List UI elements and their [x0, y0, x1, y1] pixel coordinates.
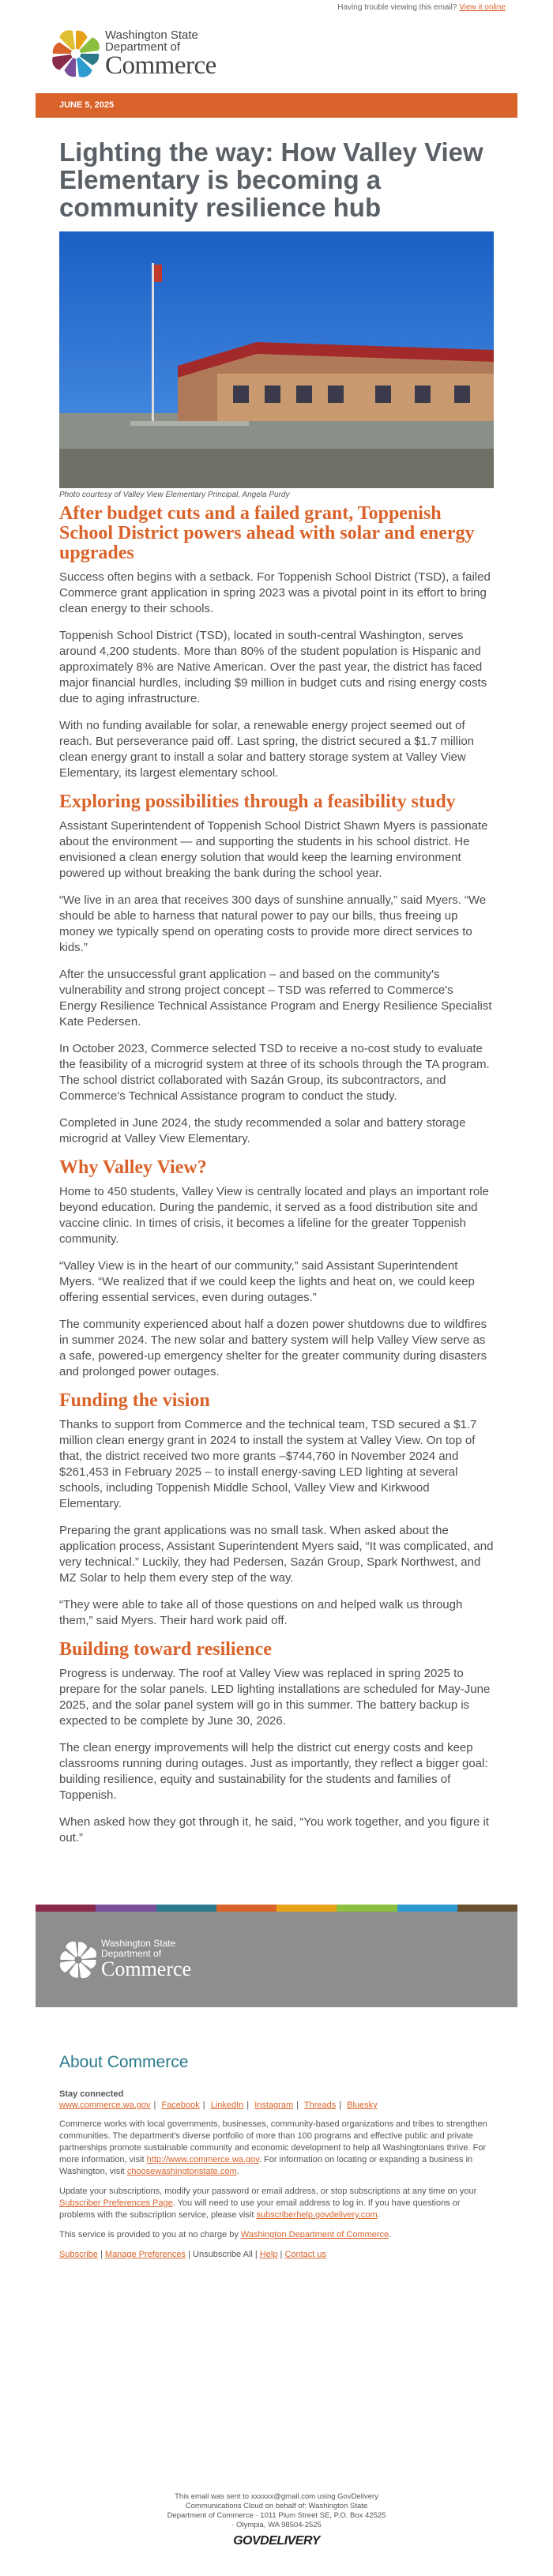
- paragraph: The clean energy improvements will help the district cut energy costs and keep classrooms running during outages. Just as importantly, they reflect a bigger goal: building resilience, equity and sustainability for the students and families of Toppenish.: [59, 1741, 488, 1802]
- paragraph: “Valley View is in the heart of our community,” said Assistant Superintendent Myers. “We realized that if we could keep the lights and heat on, we could keep offering essential services, even during outages.”: [59, 1259, 475, 1304]
- provided-by-text: This service is provided to you at no charge by: [59, 2230, 239, 2239]
- logo-line-1: Washington State: [105, 28, 198, 42]
- about-text-2: . For information on locating or expanding a business in Washington, visit: [59, 2155, 473, 2176]
- govdelivery-logo[interactable]: GOVDELIVERY: [233, 2534, 320, 2548]
- stripe-segment: [156, 1905, 216, 1912]
- footer-logo-band: [36, 1912, 517, 2007]
- stripe-segment: [337, 1905, 397, 1912]
- subscribe-link[interactable]: Subscribe: [59, 2250, 98, 2259]
- stripe-segment: [457, 1905, 517, 1912]
- section-1: [59, 504, 494, 781]
- sent-info: [0, 2492, 553, 2546]
- about-title: About Commerce: [59, 2053, 189, 2071]
- stripe-segment: [36, 1905, 96, 1912]
- school-photo: [59, 231, 494, 488]
- paragraph: When asked how they got through it, he said, “You work together, and you figure it out.”: [59, 1815, 489, 1845]
- sent-text: This email was sent to xxxxxx@gmail.com using GovDelivery Communications Cloud on behalf of: Washington State Department of Commerce · 1011 Plum Street SE, P.O. Box 42525 · Olympia, WA 98504-2525: [167, 2492, 386, 2529]
- section-heading: Funding the vision: [59, 1390, 210, 1411]
- contact-us-link[interactable]: Contact us: [284, 2250, 327, 2259]
- commerce-site-link[interactable]: http://www.commerce.wa.gov: [146, 2155, 259, 2164]
- stripe-segment: [397, 1905, 457, 1912]
- section-heading: Exploring possibilities through a feasibility study: [59, 792, 456, 812]
- bottom-links: Subscribe | Manage Preferences | Unsubscribe All | Help | Contact us: [59, 2250, 327, 2259]
- paragraph: Thanks to support from Commerce and the technical team, TSD secured a $1.7 million clean energy grant in 2024 to install the system at Valley View. On top of that, the district received two more grants –$744,760 in November 2024 and $261,453 in February 2025 – to install energy-saving LED lighting at several schools, including Toppenish Middle School, Valley View and Kirkwood Elementary.: [59, 1418, 477, 1510]
- section-3: [59, 1158, 494, 1380]
- stripe-segment: [276, 1905, 337, 1912]
- pinwheel-logo-icon: [51, 29, 100, 78]
- article: [36, 118, 517, 1846]
- bluesky-link[interactable]: Bluesky: [347, 2100, 378, 2110]
- logo-line-3: Commerce: [105, 51, 216, 80]
- paragraph: In October 2023, Commerce selected TSD to receive a no-cost study to evaluate the feasibility of a microgrid system at three of its schools through the TA program. The school district collaborated with Sazán Group, its subcontractors, and Commerce's Technical Assistance program to conduct the study.: [59, 1042, 490, 1103]
- photo-caption: Photo courtesy of Valley View Elementary Principal, Angela Purdy: [59, 491, 290, 499]
- logo-line-2: Department of: [105, 39, 181, 54]
- paragraph: The community experienced about half a dozen power shutdowns due to wildfires in summer 2024. The new solar and battery system will help Valley View serve as a safe, powered-up emergency shelter for the greater community during disasters and prolonged power outages.: [59, 1318, 487, 1378]
- subscriber-preferences-link[interactable]: Subscriber Preferences Page: [59, 2198, 173, 2208]
- section-2: [59, 792, 494, 1147]
- about-section: [36, 2007, 517, 2261]
- section-5: [59, 1640, 494, 1846]
- about-text: Commerce works with local governments, businesses, community-based organizations and tribes to strengthen communities. The department's diverse portfolio of more than 100 programs and effective public and private partnerships promote sustainable community and economic development to help all Washingtonians thrive. For more information, visit http://www.commerce.wa.gov. For information on locating or expanding a business in Washington, visit choosewashingtonstate.com.: [59, 2119, 487, 2176]
- stripe-segment: [216, 1905, 276, 1912]
- instagram-link[interactable]: Instagram: [254, 2100, 294, 2110]
- footer-logo-line-2: Department of: [101, 1947, 162, 1959]
- manage-text-1: Update your subscriptions, modify your password or email address, or stop subscriptions at any time on your: [59, 2187, 477, 2196]
- pinwheel-logo-white-icon: [59, 1941, 97, 1979]
- linkedin-link[interactable]: LinkedIn: [210, 2100, 244, 2110]
- date-banner: JUNE 5, 2025: [36, 93, 517, 118]
- paragraph: “We live in an area that receives 300 days of sunshine annually,” said Myers. “We should be able to harness that natural power to pay our bills, thus freeing up money we typically spend on operating costs to provide more direct services to kids.”: [59, 893, 487, 954]
- social-links: www.commerce.wa.gov | Facebook | LinkedIn | Instagram | Threads | Bluesky: [59, 2100, 378, 2110]
- paragraph: Assistant Superintendent of Toppenish School District Shawn Myers is passionate about the environment — and supporting the students in his school district. He envisioned a clean energy solution that would keep the learning environment powered up without breaking the bank during the school year.: [59, 819, 488, 880]
- manage-text: Update your subscriptions, modify your password or email address, or stop subscriptions at any time on your Subscriber Preferences Page. You will need to use your email address to log in. If you have questions or problems with the subscription service, please visit subscriberhelp.govdelivery.com.: [59, 2187, 477, 2220]
- section-4: [59, 1391, 494, 1629]
- section-heading: Building toward resilience: [59, 1639, 272, 1660]
- website-link[interactable]: www.commerce.wa.gov: [59, 2100, 151, 2110]
- about-text-1: Commerce works with local governments, businesses, community-based organizations and tribes to strengthen communities. The department's diverse portfolio of more than 100 programs and effective public and private partnerships promote sustainable community and economic development to help all Washingtonians thrive. For more information, visit: [59, 2119, 487, 2164]
- preheader-text: Having trouble viewing this email?: [337, 3, 457, 12]
- paragraph: “They were able to take all of those questions on and helped walk us through them,” said Myers. Their hard work paid off.: [59, 1598, 463, 1627]
- section-heading: After budget cuts and a failed grant, Toppenish School District powers ahead with solar and energy upgrades: [59, 503, 475, 563]
- paragraph: Toppenish School District (TSD), located in south-central Washington, serves around 4,200 students. More than 80% of the student population is Hispanic and approximately 8% are Native American. Over the past year, the district has faced major financial hurdles, including $9 million in budget cuts and rising energy costs due to aging infrastructure.: [59, 629, 487, 705]
- paragraph: Success often begins with a setback. For Toppenish School District (TSD), a failed Commerce grant application in spring 2023 was a pivotal point in its effort to bring clean energy to their schools.: [59, 570, 491, 615]
- choose-washington-link[interactable]: choosewashingtonstate.com: [126, 2167, 237, 2176]
- view-online-link[interactable]: View it online: [459, 3, 506, 12]
- preheader: [0, 0, 553, 14]
- paragraph: After the unsuccessful grant application – and based on the community's vulnerability and strong project concept – TSD was referred to Commerce's Energy Resilience Technical Assistance Program and Energy Resilience Specialist Kate Pedersen.: [59, 968, 492, 1029]
- footer-logo-line-3: Commerce: [101, 1957, 192, 1981]
- threads-link[interactable]: Threads: [303, 2100, 337, 2110]
- paragraph: Preparing the grant applications was no small task. When asked about the application process, Assistant Superintendent Myers said, “It was complicated, and very technical.” Luckily, they had Pedersen, Sazán Group, Spark Northwest, and MZ Solar to help them every step of the way.: [59, 1524, 494, 1585]
- provided-text: This service is provided to you at no charge by Washington Department of Commerce.: [59, 2230, 392, 2239]
- help-link[interactable]: Help: [259, 2250, 278, 2259]
- commerce-logo[interactable]: [36, 14, 517, 93]
- stripe-segment: [96, 1905, 156, 1912]
- article-title: Lighting the way: How Valley View Elementary is becoming a community resilience hub: [59, 137, 483, 222]
- manage-preferences-link[interactable]: Manage Preferences: [104, 2250, 186, 2259]
- paragraph: Progress is underway. The roof at Valley View was replaced in spring 2025 to prepare for the solar panels. LED lighting installations are scheduled for May-June 2025, and the solar panel system will go in this summer. The battery backup is expected to be complete by June 30, 2026.: [59, 1667, 491, 1728]
- paragraph: Home to 450 students, Valley View is centrally located and plays an important role beyond education. During the pandemic, it served as a food distribution site and vaccine clinic. In times of crisis, it becomes a lifeline for the greater Toppenish community.: [59, 1185, 489, 1246]
- facebook-link[interactable]: Facebook: [161, 2100, 200, 2110]
- department-link[interactable]: Washington Department of Commerce: [240, 2230, 389, 2239]
- footer-logo-line-1: Washington State: [101, 1938, 176, 1950]
- color-stripe: [36, 1905, 517, 1912]
- stay-connected-label: Stay connected: [59, 2089, 124, 2099]
- section-heading: Why Valley View?: [59, 1157, 207, 1178]
- unsubscribe-all-text[interactable]: Unsubscribe All: [193, 2250, 253, 2259]
- paragraph: With no funding available for solar, a renewable energy project seemed out of reach. But perseverance paid off. Last spring, the district secured a $1.7 million clean energy grant to install a solar and battery storage system at Valley View Elementary, its largest elementary school.: [59, 719, 475, 780]
- subscriber-help-link[interactable]: subscriberhelp.govdelivery.com: [256, 2210, 378, 2220]
- paragraph: Completed in June 2024, the study recommended a solar and battery storage microgrid at Valley View Elementary.: [59, 1116, 466, 1145]
- manage-text-2: . You will need to use your email address to log in. If you have questions or problems with the subscription service, please visit: [59, 2198, 461, 2220]
